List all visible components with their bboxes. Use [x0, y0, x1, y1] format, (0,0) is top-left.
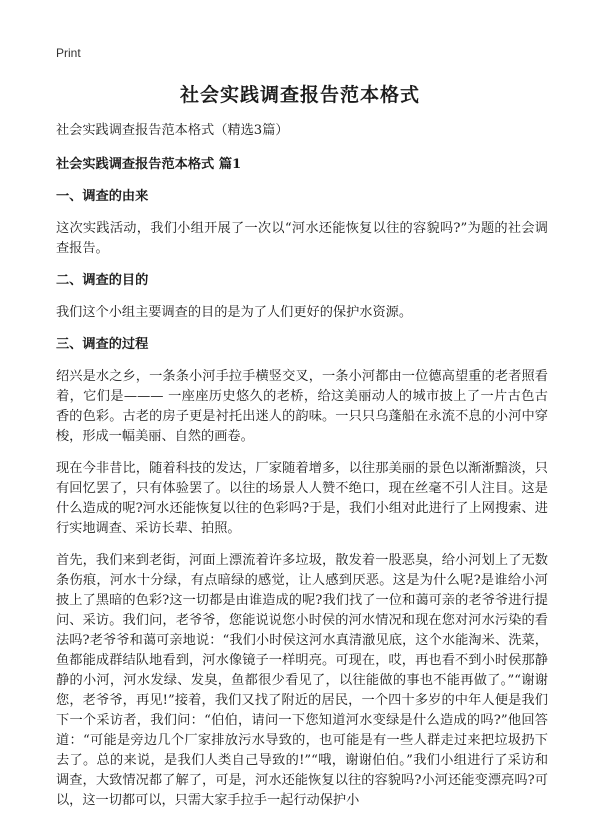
document-title: 社会实践调查报告范本格式 — [179, 84, 420, 106]
paragraph: 这次实践活动，我们小组开展了一次以“河水还能恢复以往的容貌吗?”为题的社会调查报告。 — [56, 221, 548, 256]
paragraph: 绍兴是水之乡，一条条小河手拉手横竖交叉，一条小河都由一位德高望重的老者照看着，它们是——— 一座座历史悠久的老桥，给这美丽动人的城市披上了一片古色古香的色彩。古老的房子更是衬托出迷人的韵味。一只只乌蓬船在永流不息的小河中穿梭，形成一幅美丽、自然的画卷。 — [56, 369, 548, 444]
section-heading-purpose: 二、调查的目的 — [56, 273, 149, 288]
paragraph: 我们这个小组主要调查的目的是为了人们更好的保护水资源。 — [56, 305, 413, 320]
article-heading: 社会实践调查报告范本格式 篇1 — [56, 157, 242, 172]
print-label: Print — [56, 46, 81, 60]
document-body — [56, 121, 548, 823]
paragraph: 现在今非昔比，随着科技的发达，厂家随着增多，以往那美丽的景色以渐渐黯淡，只有回忆罢了，只有体验罢了。以往的场景人人赞不绝口，现在丝毫不引人注目。这是什么造成的呢?河水还能恢复以往的色彩吗?于是，我们小组对此进行了上网搜索、进行实地调查、采访长辈、拍照。 — [56, 461, 548, 536]
section-heading-origin: 一、调查的由来 — [56, 189, 149, 204]
document-subtitle: 社会实践调查报告范本格式（精选3篇） — [56, 123, 289, 138]
section-heading-process: 三、调查的过程 — [56, 337, 149, 352]
paragraph: 首先，我们来到老街，河面上漂流着许多垃圾，散发着一股恶臭，给小河划上了无数条伤痕，河水十分绿，有点暗绿的感觉，让人感到厌恶。这是为什么呢?是谁给小河披上了黑暗的色彩?这一切都是由谁造成的呢?我们找了一位和蔼可亲的老爷爷进行提问、采访。我们问，老爷爷，您能说说您小时侯的河水情况和现在您对河水污染的看法吗?老爷爷和蔼可亲地说：“我们小时侯这河水真清澈见底，这个水能淘米、洗菜，鱼都能成群结队地看到，河水像镜子一样明亮。可现在，哎，再也看不到小时侯那静静的小河，河水发绿、发臭，鱼都很少看见了，以往能做的事也不能再做了。”“谢谢您，老爷爷，再见!”接着，我们又找了附近的居民，一个四十多岁的中年人便是我们下一个采访者，我们问：“伯伯，请问一下您知道河水变绿是什么造成的吗?”他回答道：“可能是旁边几个厂家排放污水导致的，也可能是有一些人群走过来把垃圾扔下去了。总的来说，是我们人类自己导致的!”“哦，谢谢伯伯。”我们小组进行了采访和调查，大致情况都了解了，可是，河水还能恢复以往的容貌吗?小河还能变漂亮吗?可以，这一切都可以，只需大家手拉手一起行动保护小 — [56, 553, 548, 808]
